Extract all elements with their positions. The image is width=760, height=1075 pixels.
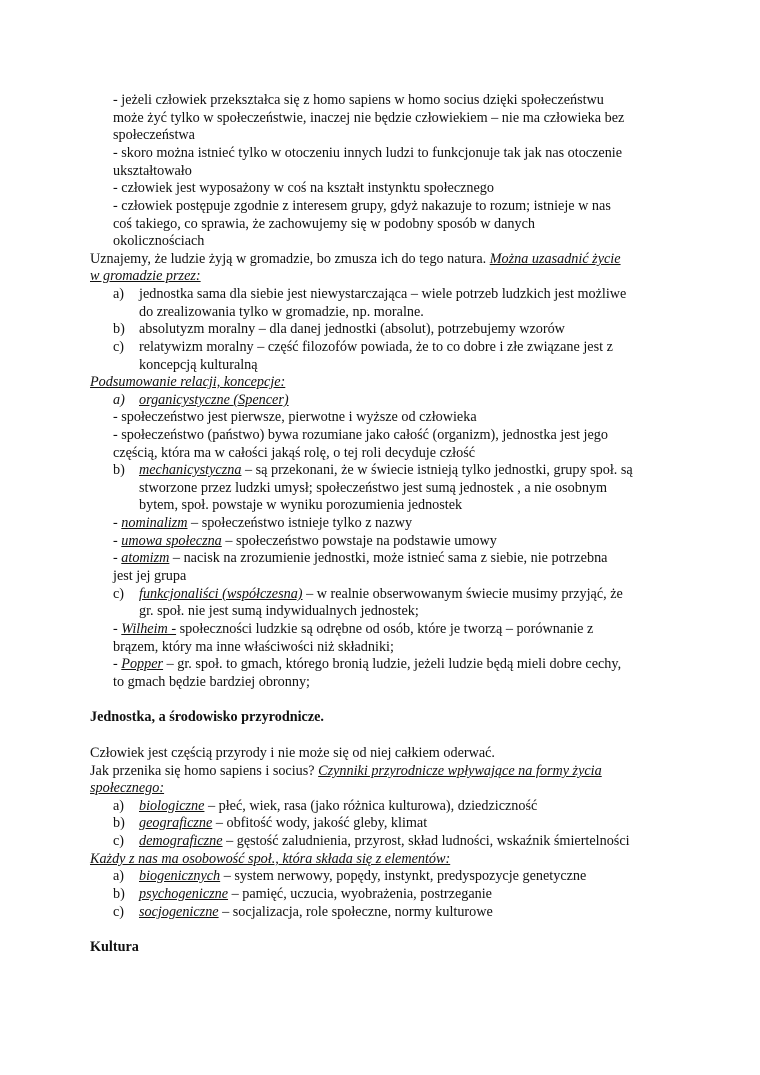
intro-line: - człowiek jest wyposażony w coś na kształt instynktu społecznego <box>113 180 494 196</box>
list-marker: c) <box>113 833 125 849</box>
concept-line: - społeczeństwo (państwo) bywa rozumiane jako całość (organizm), jednostka jest jego <box>113 427 608 443</box>
factor-desc: – płeć, wiek, rasa (jako różnica kulturowa), dziedziczność <box>204 798 538 814</box>
intro-line: może żyć tylko w społeczeństwie, inaczej nie będzie człowiekiem – nie ma człowieka bez <box>113 110 625 126</box>
list-marker: b) <box>113 462 125 478</box>
list-marker: a) <box>113 392 125 408</box>
list-item-text: koncepcją kulturalną <box>139 357 258 373</box>
intro-line: ukształtowało <box>113 163 192 179</box>
uznajemy-emphasis-cont: w gromadzie przez: <box>90 268 201 284</box>
list-marker: b) <box>113 815 125 831</box>
intro-line: coś takiego, co sprawia, że zachowujemy się w podobny sposób w danych <box>113 216 535 232</box>
concept-term: mechanicystyczna <box>139 462 242 478</box>
intro-line: - skoro można istnieć tylko w otoczeniu innych ludzi to funkcjonuje tak jak nas otoczenie <box>113 145 623 161</box>
factor-item <box>139 833 630 850</box>
concept-desc: społeczności ludzkie są odrębne od osób, które je tworzą – porównanie z <box>176 621 594 637</box>
intro-line: - człowiek postępuje zgodnie z interesem grupy, gdyż nakazuje to rozum; istnieje w nas <box>113 198 611 214</box>
dash: - <box>113 533 122 549</box>
concept-line <box>113 621 593 638</box>
concept-term: Popper <box>121 656 164 672</box>
concept-term: nominalizm <box>121 515 188 531</box>
concept-line: stworzone przez ludzki umysł; społeczeństwo jest sumą jednostek , a nie osobnym <box>139 480 608 496</box>
concept-desc: – są przekonani, że w świecie istnieją tylko jednostki, grupy społ. są <box>241 462 633 478</box>
list-marker: b) <box>113 321 125 337</box>
concept-line <box>113 550 607 567</box>
factor-item <box>139 815 427 832</box>
concept-line: bytem, społ. powstaje w wyniku porozumienia jednostek <box>139 497 463 513</box>
list-marker: c) <box>113 339 125 355</box>
intro-line: społeczeństwa <box>113 127 195 143</box>
dash: - <box>113 515 122 531</box>
list-item-text: do zrealizowania tylko w gromadzie, np. moralne. <box>139 304 424 320</box>
dash: - <box>113 621 122 637</box>
section-heading-culture: Kultura <box>90 939 139 955</box>
list-item-text: relatywizm moralny – część filozofów powiada, że to co dobre i złe związane jest z <box>139 339 613 355</box>
element-desc: – system nerwowy, popędy, instynkt, predyspozycje genetyczne <box>220 868 587 884</box>
dash: - <box>113 550 122 566</box>
element-term: socjogeniczne <box>139 904 219 920</box>
concept-line <box>139 586 623 603</box>
dash: - <box>113 656 122 672</box>
concept-line <box>113 515 412 532</box>
concept-term: Wilheim - <box>121 621 177 637</box>
concept-desc: – gr. społ. to gmach, którego bronią ludzie, jeżeli ludzie będą mieli dobre cechy, <box>163 656 622 672</box>
concept-desc: – społeczeństwo istnieje tylko z nazwy <box>187 515 413 531</box>
concept-line: jest jej grupa <box>113 568 187 584</box>
intro-line: - jeżeli człowiek przekształca się z homo sapiens w homo socius dzięki społeczeństwu <box>113 92 604 108</box>
concept-term: organicystyczne (Spencer) <box>139 392 289 408</box>
concept-line: to gmach będzie bardziej obronny; <box>113 674 310 690</box>
factor-term: demograficzne <box>139 833 223 849</box>
concept-line: gr. społ. nie jest sumą indywidualnych jednostek; <box>139 603 419 619</box>
factor-term: geograficzne <box>139 815 213 831</box>
factor-desc: – obfitość wody, jakość gleby, klimat <box>212 815 428 831</box>
nature-question: Jak przenika się homo sapiens i socius? <box>90 763 319 779</box>
concept-line <box>113 656 621 673</box>
list-marker: a) <box>113 286 125 302</box>
list-marker: c) <box>113 904 125 920</box>
nature-paragraph <box>90 763 602 780</box>
nature-paragraph: Człowiek jest częścią przyrody i nie może się od niej całkiem oderwać. <box>90 745 495 761</box>
concept-term: atomizm <box>121 550 170 566</box>
concept-line: brązem, który ma inne właściwości niż składniki; <box>113 639 394 655</box>
concept-desc: – społeczeństwo powstaje na podstawie umowy <box>221 533 497 549</box>
list-item-text: jednostka sama dla siebie jest niewystarczająca – wiele potrzeb ludzkich jest możliwe <box>139 286 627 302</box>
concept-line: - społeczeństwo jest pierwsze, pierwotne i wyższe od człowieka <box>113 409 477 425</box>
concept-desc: – w realnie obserwowanym świecie musimy przyjąć, że <box>302 586 623 602</box>
nature-emphasis: Czynniki przyrodnicze wpływające na formy życia <box>318 763 602 779</box>
factor-desc: – gęstość zaludnienia, przyrost, skład ludności, wskaźnik śmiertelności <box>222 833 630 849</box>
personality-heading: Każdy z nas ma osobowość społ., która składa się z elementów: <box>90 851 451 867</box>
element-desc: – pamięć, uczucia, wyobrażenia, postrzeganie <box>228 886 492 902</box>
list-marker: a) <box>113 868 125 884</box>
intro-line: okolicznościach <box>113 233 205 249</box>
uznajemy-emphasis: Można uzasadnić życie <box>489 251 621 267</box>
nature-emphasis-cont: społecznego: <box>90 780 165 796</box>
element-term: psychogeniczne <box>139 886 229 902</box>
concept-term: umowa społeczna <box>121 533 222 549</box>
concept-line <box>113 533 497 550</box>
element-desc: – socjalizacja, role społeczne, normy kulturowe <box>218 904 493 920</box>
list-item-text: absolutyzm moralny – dla danej jednostki (absolut), potrzebujemy wzorów <box>139 321 565 337</box>
concept-desc: – nacisk na zrozumienie jednostki, może istnieć sama z siebie, nie potrzebna <box>169 550 608 566</box>
summary-heading: Podsumowanie relacji, koncepcje: <box>90 374 286 390</box>
element-item <box>139 904 493 921</box>
concept-line <box>139 462 633 479</box>
element-item <box>139 868 586 885</box>
concept-term: funkcjonaliści (współczesna) <box>139 586 303 602</box>
list-marker: c) <box>113 586 125 602</box>
uznajemy-lead: Uznajemy, że ludzie żyją w gromadzie, bo zmusza ich do tego natura. <box>90 251 490 267</box>
uznajemy-paragraph <box>90 251 621 268</box>
list-marker: b) <box>113 886 125 902</box>
list-marker: a) <box>113 798 125 814</box>
factor-term: biologiczne <box>139 798 205 814</box>
concept-line: częścią, która ma w całości jakąś rolę, o tej roli decyduje człość <box>113 445 476 461</box>
factor-item <box>139 798 537 815</box>
element-item <box>139 886 492 903</box>
element-term: biogenicznych <box>139 868 221 884</box>
section-heading-nature: Jednostka, a środowisko przyrodnicze. <box>90 709 324 725</box>
